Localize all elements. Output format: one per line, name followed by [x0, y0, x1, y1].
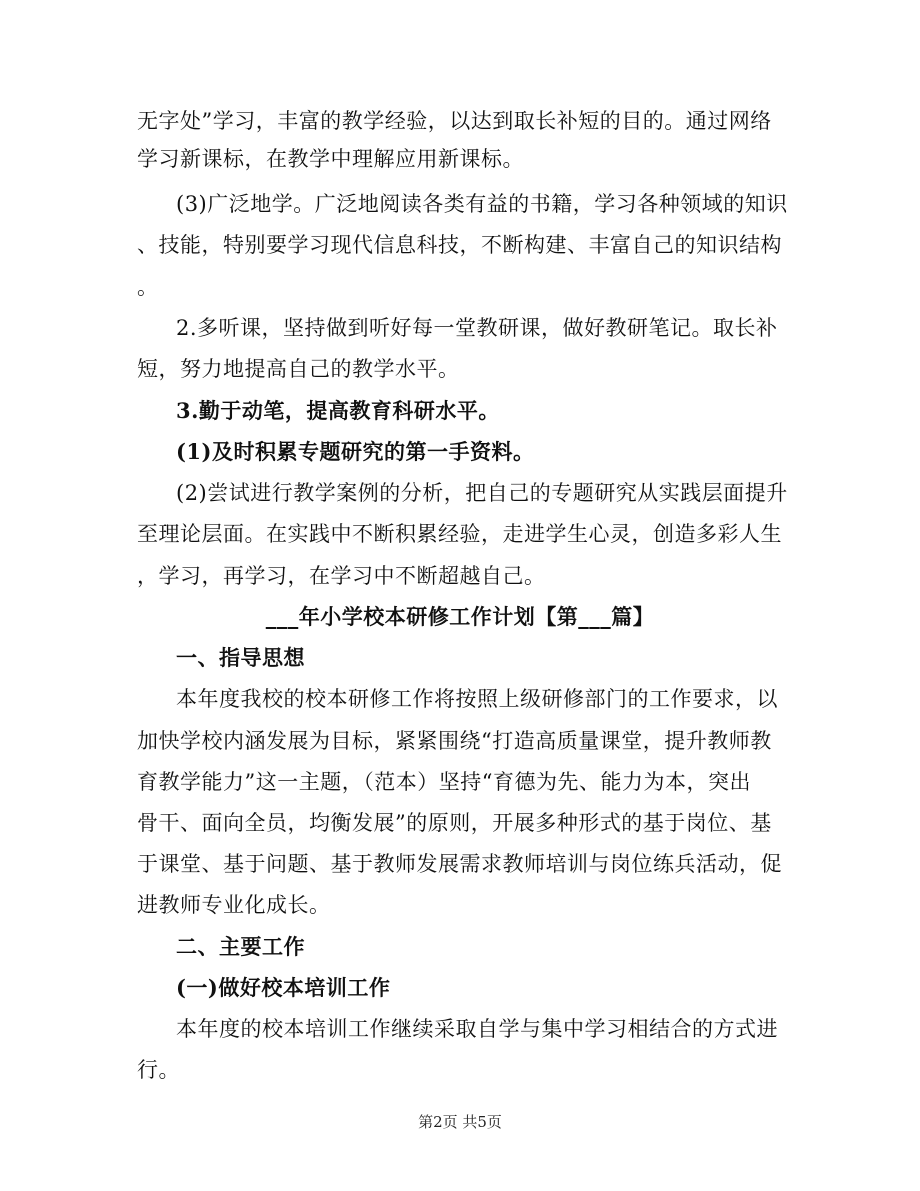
section-heading: 二、主要工作 — [176, 934, 305, 959]
paragraph-line: 于课堂、基于问题、基于教师发展需求教师培训与岗位练兵活动，促 — [137, 852, 782, 876]
paragraph-line: 无字处”学习，丰富的教学经验，以达到取长补短的目的。通过网络 — [137, 109, 772, 133]
paragraph-line: 骨干、面向全员，均衡发展”的原则，开展多种形式的基于岗位、基 — [137, 811, 772, 835]
section-heading: (一)做好校本培训工作 — [176, 975, 391, 1000]
paragraph-line: (2)尝试进行教学案例的分析，把自己的专题研究从实践层面提升 — [176, 481, 788, 505]
paragraph-line: 、技能，特别要学习现代信息科技，不断构建、丰富自己的知识结构 — [137, 233, 782, 257]
page-number-footer: 第2页 共5页 — [418, 1113, 502, 1131]
paragraph-line: 行。 — [137, 1058, 180, 1082]
paragraph-line: (3)广泛地学。广泛地阅读各类有益的书籍，学习各种领域的知识 — [176, 192, 788, 216]
section-heading: 3.勤于动笔，提高教育科研水平。 — [176, 398, 500, 423]
paragraph-line: 本年度我校的校本研修工作将按照上级研修部门的工作要求，以 — [176, 687, 778, 711]
paragraph-line: 进教师专业化成长。 — [137, 893, 331, 917]
section-heading: (1)及时积累专题研究的第一手资料。 — [176, 439, 535, 464]
section-heading: 一、指导思想 — [176, 645, 305, 670]
paragraph-line: 短，努力地提高自己的教学水平。 — [137, 357, 460, 381]
paragraph-line: ，学习，再学习，在学习中不断超越自己。 — [137, 564, 546, 588]
paragraph-line: 。 — [137, 275, 159, 299]
paragraph-line: 学习新课标，在教学中理解应用新课标。 — [137, 147, 524, 171]
paragraph-line: 育教学能力”这一主题，（范本）坚持“育德为先、能力为本，突出 — [137, 770, 751, 794]
paragraph-line: 本年度的校本培训工作继续采取自学与集中学习相结合的方式进 — [176, 1017, 778, 1041]
document-title: ___年小学校本研修工作计划【第___篇】 — [265, 604, 655, 629]
paragraph-line: 加快学校内涵发展为目标，紧紧围绕“打造高质量课堂，提升教师教 — [137, 729, 772, 753]
paragraph-line: 至理论层面。在实践中不断积累经验，走进学生心灵，创造多彩人生 — [137, 522, 782, 546]
paragraph-line: 2.多听课，坚持做到听好每一堂教研课，做好教研笔记。取长补 — [176, 316, 778, 340]
